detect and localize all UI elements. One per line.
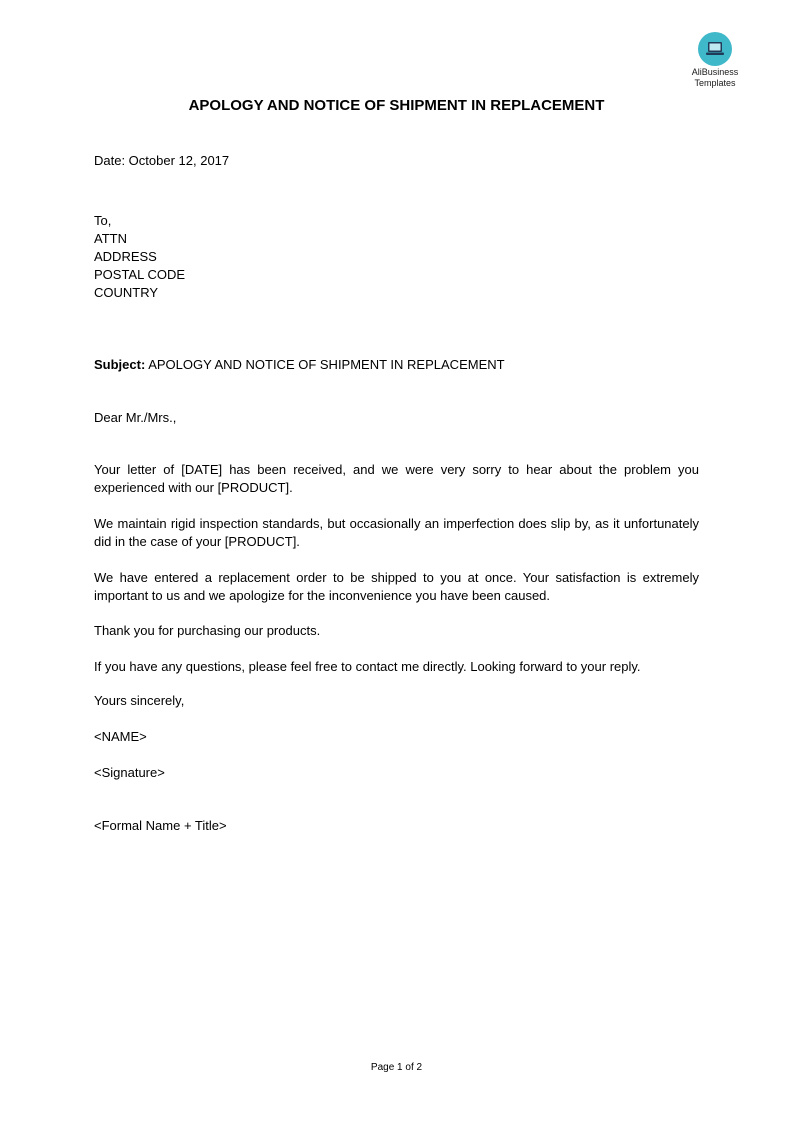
body-paragraph-1: Your letter of [DATE] has been received, and we were very sorry to hear about the problem you experienced with our [PRODUCT]. (94, 462, 699, 495)
laptop-icon (698, 32, 732, 66)
body-paragraph-4: Thank you for purchasing our products. (94, 623, 321, 638)
body-paragraph-3: We have entered a replacement order to be shipped to you at once. Your satisfaction is extremely important to us and we apologize for the inconvenience you have been caused. (94, 570, 699, 603)
address-country: COUNTRY (94, 285, 159, 300)
greeting: Dear Mr./Mrs., (94, 410, 177, 425)
body-paragraph-2: We maintain rigid inspection standards, but occasionally an imperfection does slip by, as it unfortunately did in the case of your [PRODUCT]. (94, 516, 699, 549)
closing: Yours sincerely, (94, 693, 185, 708)
address-postal-code: POSTAL CODE (94, 267, 186, 282)
formal-name-placeholder: <Formal Name + Title> (94, 818, 227, 833)
signature-placeholder: <Signature> (94, 765, 165, 780)
subject-line (94, 356, 505, 374)
address-attn: ATTN (94, 231, 127, 246)
address-to: To, (94, 213, 112, 228)
date-line: Date: October 12, 2017 (94, 153, 230, 168)
document-title: APOLOGY AND NOTICE OF SHIPMENT IN REPLACEMENT (188, 97, 605, 114)
brand-logo (685, 32, 745, 88)
name-placeholder: <NAME> (94, 729, 147, 744)
subject-label: Subject: (94, 357, 146, 372)
address-line: ADDRESS (94, 249, 157, 264)
logo-text-line2: Templates (694, 78, 736, 88)
page-number: Page 1 of 2 (370, 1062, 423, 1073)
logo-text-line1: AliBusiness (691, 67, 739, 77)
body-paragraph-5: If you have any questions, please feel free to contact me directly. Looking forward to your reply. (94, 659, 641, 674)
subject-text: APOLOGY AND NOTICE OF SHIPMENT IN REPLACEMENT (148, 357, 505, 372)
